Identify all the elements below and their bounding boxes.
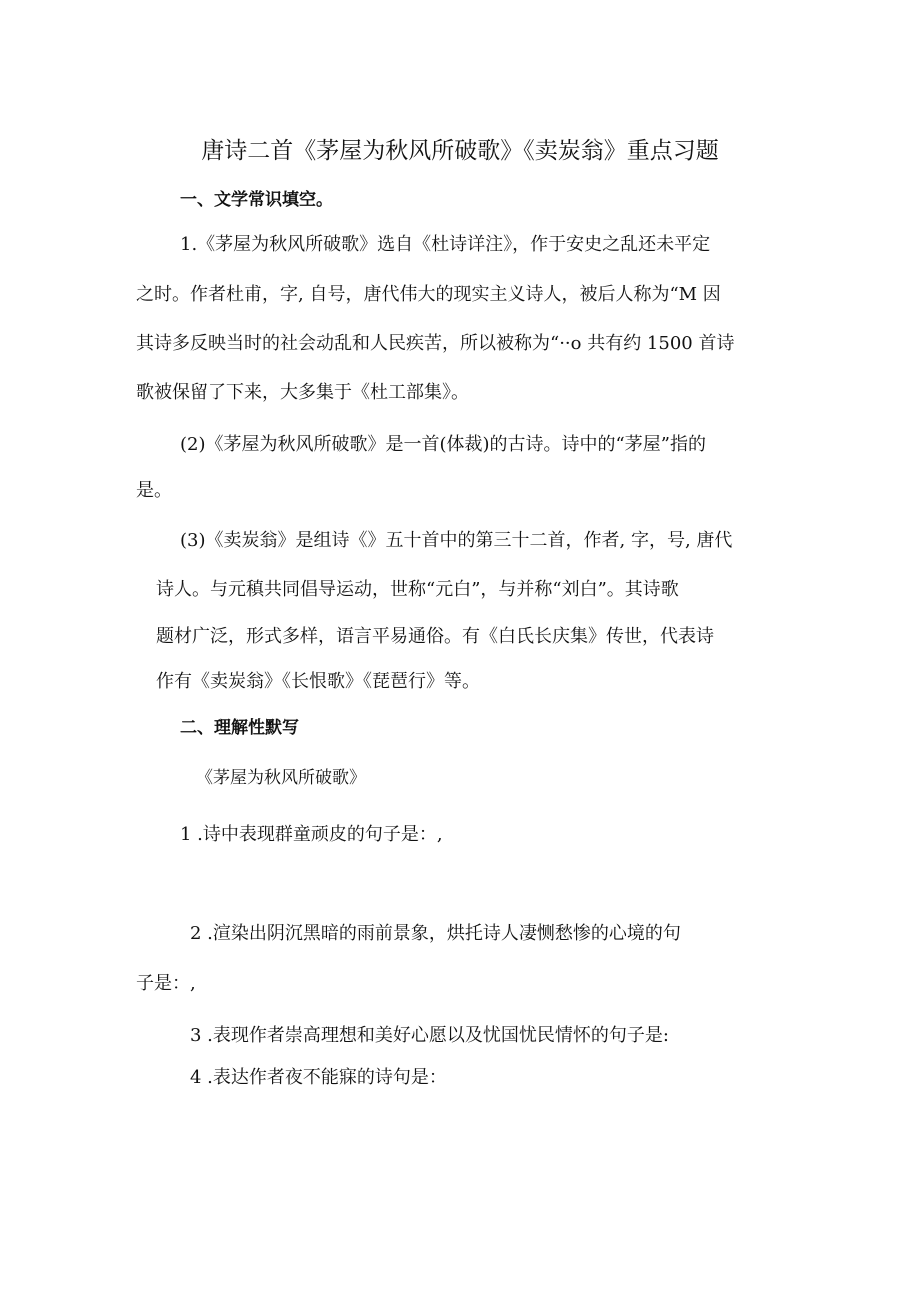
item-1-line-1: 1.《茅屋为秋风所破歌》选自《杜诗详注》，作于安史之乱还未平定 xyxy=(180,234,711,255)
document-title: 唐诗二首《茅屋为秋风所破歌》《卖炭翁》重点习题 xyxy=(201,138,719,164)
item-3-line-3: 题材广泛，形式多样，语言平易通俗。有《白氏长庆集》传世，代表诗 xyxy=(156,626,714,647)
item-1-line-3: 其诗多反映当时的社会动乱和人民疾苦，所以被称为“··o 共有约 1500 首诗 xyxy=(136,333,735,354)
item-1-line-4: 歌被保留了下来，大多集于《杜工部集》。 xyxy=(136,382,469,403)
poem-title: 《茅屋为秋风所破歌》 xyxy=(196,768,366,788)
item-1-line-2: 之时。作者杜甫，字, 自号，唐代伟大的现实主义诗人，被后人称为“M 因 xyxy=(136,284,721,305)
item-2-line-2: 是。 xyxy=(136,480,172,501)
question-2-line-2: 子是：, xyxy=(136,973,196,994)
question-4: 4 .表达作者夜不能寐的诗句是： xyxy=(190,1067,447,1088)
section-2-heading: 二、理解性默写 xyxy=(180,718,299,738)
question-3: 3 .表现作者崇高理想和美好心愿以及忧国忧民情怀的句子是: xyxy=(190,1025,669,1046)
section-1-heading: 一、文学常识填空。 xyxy=(180,190,333,210)
question-1: 1 .诗中表现群童顽皮的句子是：, xyxy=(180,824,443,845)
item-2-line-1: (2)《茅屋为秋风所破歌》是一首(体裁)的古诗。诗中的“茅屋”指的 xyxy=(180,434,706,455)
question-2-line-1: 2 .渲染出阴沉黑暗的雨前景象，烘托诗人凄恻愁惨的心境的句 xyxy=(190,923,681,944)
item-3-line-4: 作有《卖炭翁》《长恨歌》《琵琶行》等。 xyxy=(156,671,480,692)
item-3-line-2: 诗人。与元稹共同倡导运动，世称“元白”，与并称“刘白”。其诗歌 xyxy=(156,579,679,600)
item-3-line-1: (3)《卖炭翁》是组诗《》五十首中的第三十二首，作者, 字，号, 唐代 xyxy=(180,530,733,551)
